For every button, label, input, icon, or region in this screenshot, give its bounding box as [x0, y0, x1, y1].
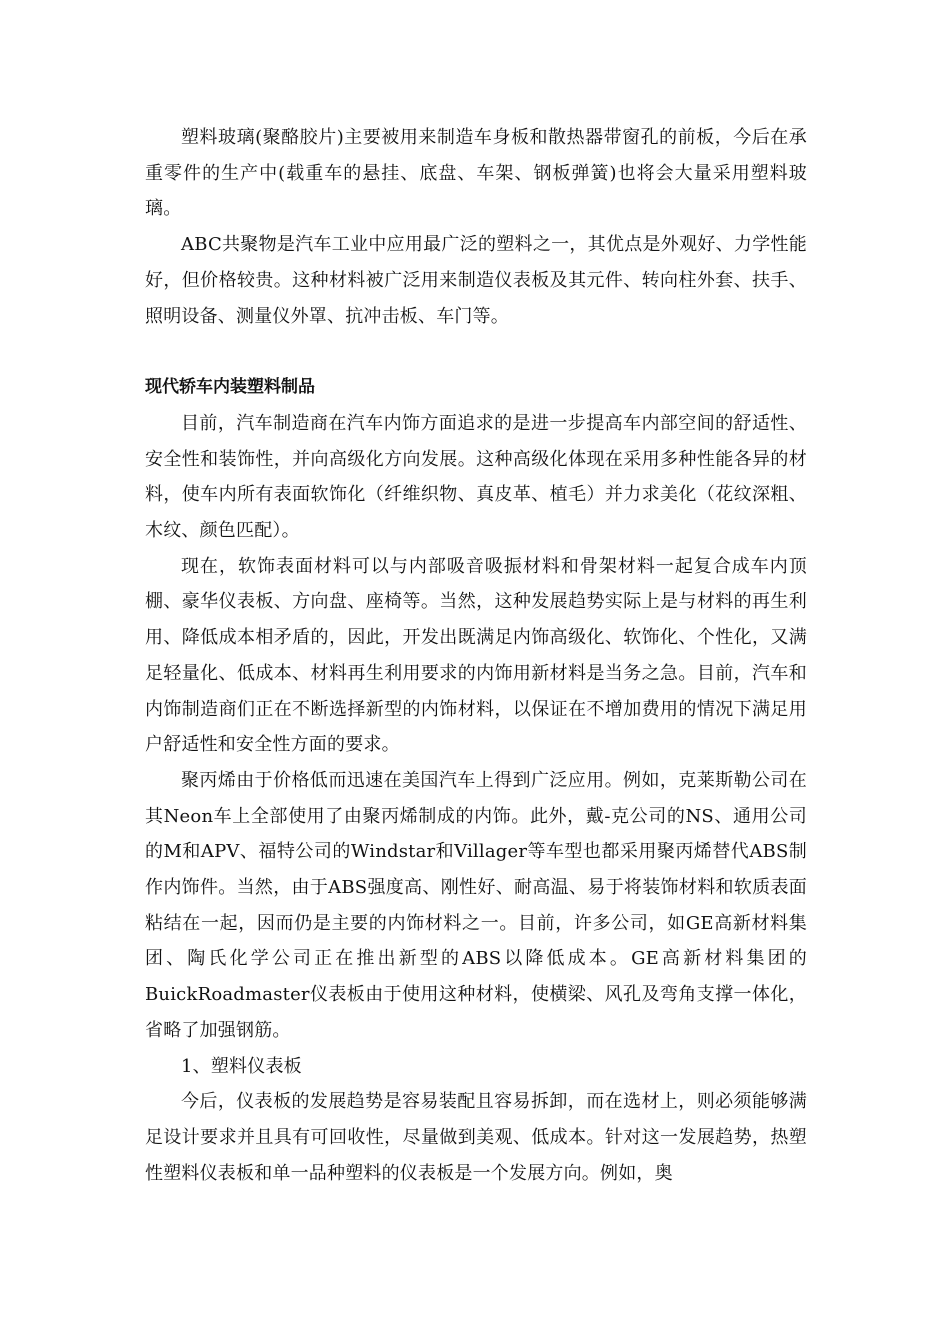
- subheading-plastic-dashboard: 1、塑料仪表板: [181, 1055, 302, 1077]
- document-body: [145, 120, 807, 1191]
- paragraph-polypropylene: 聚丙烯由于价格低而迅速在美国汽车上得到广泛应用。例如，克莱斯勒公司在其Neon车上全部使用了由聚丙烯制成的内饰。此外，戴-克公司的NS、通用公司的M和APV、福特公司的Windstar和Villager等车型也都采用聚丙烯替代ABS制作内饰件。当然，由于ABS强度高、刚性好、耐高温、易于将装饰材料和软质表面粘结在一起，因而仍是主要的内饰材料之一。目前，许多公司，如GE高新材料集团、陶氏化学公司正在推出新型的ABS以降低成本。GE高新材料集团的BuickRoadmaster仪表板由于使用这种材料，使横梁、风孔及弯角支撑一体化，省略了加强钢筋。: [145, 769, 807, 1041]
- paragraph-abc-copolymer: ABC共聚物是汽车工业中应用最广泛的塑料之一，其优点是外观好、力学性能好，但价格较贵。这种材料被广泛用来制造仪表板及其元件、转向柱外套、扶手、照明设备、测量仪外罩、抗冲击板、车门等。: [145, 234, 807, 327]
- paragraph-interior-trends: 目前，汽车制造商在汽车内饰方面追求的是进一步提高车内部空间的舒适性、安全性和装饰性，并向高级化方向发展。这种高级化体现在采用多种性能各异的材料，使车内所有表面软饰化（纤维织物、真皮革、植毛）并力求美化（花纹深粗、木纹、颜色匹配）。: [145, 412, 807, 542]
- paragraph-soft-surface-materials: 现在，软饰表面材料可以与内部吸音吸振材料和骨架材料一起复合成车内顶棚、豪华仪表板、方向盘、座椅等。当然，这种发展趋势实际上是与材料的再生利用、降低成本相矛盾的，因此，开发出既满足内饰高级化、软饰化、个性化，又满足轻量化、低成本、材料再生利用要求的内饰用新材料是当务之急。目前，汽车和内饰制造商们正在不断选择新型的内饰材料，以保证在不增加费用的情况下满足用户舒适性和安全性方面的要求。: [145, 555, 807, 756]
- section-spacer: [145, 334, 807, 370]
- paragraph-plastic-glass: 塑料玻璃(聚酪胶片)主要被用来制造车身板和散热器带窗孔的前板，今后在承重零件的生产中(载重车的悬挂、底盘、车架、钢板弹簧)也将会大量采用塑料玻璃。: [145, 127, 807, 220]
- paragraph-dashboard-trends: 今后，仪表板的发展趋势是容易装配且容易拆卸，而在选材上，则必须能够满足设计要求并且具有可回收性，尽量做到美观、低成本。针对这一发展趋势，热塑性塑料仪表板和单一品种塑料的仪表板是一个发展方向。例如，奥: [145, 1091, 807, 1184]
- section-title: 现代轿车内装塑料制品: [145, 377, 315, 398]
